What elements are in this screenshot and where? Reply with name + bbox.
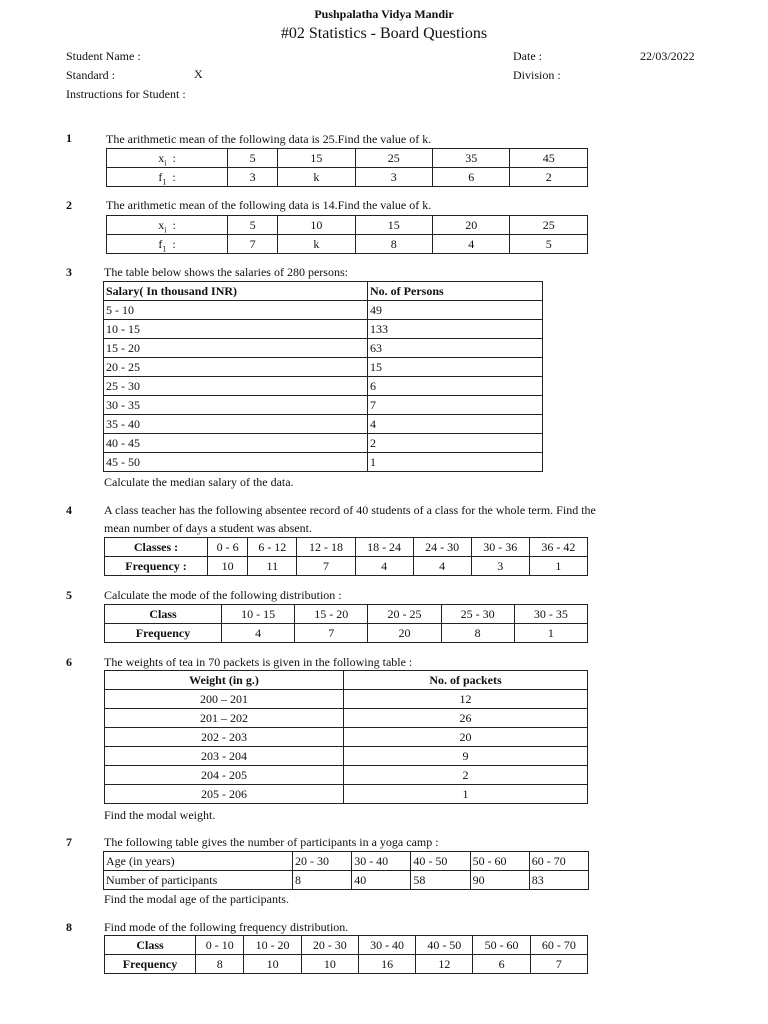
row-label: Frequency xyxy=(105,624,222,643)
table-cell: 60 - 70 xyxy=(529,852,588,871)
table-cell: 8 xyxy=(293,871,352,890)
table-cell: 25 - 30 xyxy=(441,605,514,624)
table-cell: 12 - 18 xyxy=(297,538,355,557)
table-cell: 11 xyxy=(248,557,297,576)
question-number: 5 xyxy=(66,588,72,602)
q2-table xyxy=(106,215,588,254)
table-cell: 202 - 203 xyxy=(105,728,344,747)
question-text: The table below shows the salaries of 280 persons: xyxy=(104,265,348,279)
table-cell: 20 xyxy=(433,216,510,235)
table-cell: 5 xyxy=(510,235,588,254)
table-cell: 5 - 10 xyxy=(104,301,368,320)
table-cell: 20 - 30 xyxy=(293,852,352,871)
table-cell: 0 - 10 xyxy=(196,936,244,955)
row-label: Frequency xyxy=(105,955,196,974)
question-number: 6 xyxy=(66,655,72,669)
table-cell: 40 - 50 xyxy=(411,852,470,871)
question-text: A class teacher has the following absentee record of 40 students of a class for the whole term. Find the xyxy=(104,503,596,517)
table-cell: 10 - 15 xyxy=(222,605,295,624)
q8-table xyxy=(104,935,588,974)
question-followup: Find the modal weight. xyxy=(104,808,216,822)
question-followup: Calculate the median salary of the data. xyxy=(104,475,294,489)
table-cell: 15 xyxy=(355,216,432,235)
fi-label-cell: $f_1$ : xyxy=(107,235,228,254)
table-cell: 205 - 206 xyxy=(105,785,344,804)
question-text: The arithmetic mean of the following data is 25.Find the value of k. xyxy=(106,132,432,146)
table-cell: 8 xyxy=(196,955,244,974)
table-cell: 200 – 201 xyxy=(105,690,344,709)
table-cell: 6 xyxy=(368,377,543,396)
table-cell: 50 - 60 xyxy=(473,936,530,955)
page-title: #02 Statistics - Board Questions xyxy=(280,25,488,42)
question-text: The weights of tea in 70 packets is given in the following table : xyxy=(104,655,413,669)
table-cell: 6 xyxy=(473,955,530,974)
table-cell: 26 xyxy=(344,709,588,728)
table-cell: 8 xyxy=(355,235,432,254)
table-cell: 83 xyxy=(529,871,588,890)
table-cell: 2 xyxy=(368,434,543,453)
table-cell: 2 xyxy=(510,168,588,187)
table-cell: 16 xyxy=(358,955,415,974)
table-cell: 40 - 50 xyxy=(416,936,473,955)
table-cell: 25 xyxy=(510,216,588,235)
table-cell: 20 xyxy=(344,728,588,747)
question-text: Calculate the mode of the following distribution : xyxy=(104,588,342,602)
q4-table xyxy=(104,537,588,576)
question-number: 2 xyxy=(66,198,72,212)
table-cell: 12 xyxy=(416,955,473,974)
table-cell: 45 - 50 xyxy=(104,453,368,472)
table-cell: 30 - 35 xyxy=(514,605,587,624)
column-header: Salary( In thousand INR) xyxy=(104,282,368,301)
column-header: Weight (in g.) xyxy=(105,671,344,690)
table-cell: 4 xyxy=(368,415,543,434)
table-cell: 203 - 204 xyxy=(105,747,344,766)
table-cell: 3 xyxy=(471,557,529,576)
question-text: Find mode of the following frequency distribution. xyxy=(104,920,349,934)
table-cell: 30 - 35 xyxy=(104,396,368,415)
table-cell: 30 - 40 xyxy=(358,936,415,955)
table-cell: 20 - 25 xyxy=(368,605,441,624)
table-cell: 0 - 6 xyxy=(208,538,248,557)
column-header: No. of Persons xyxy=(368,282,543,301)
table-cell: 4 xyxy=(413,557,471,576)
question-followup: Find the modal age of the participants. xyxy=(104,892,289,906)
table-cell: 1 xyxy=(514,624,587,643)
xi-label-cell: $x_i$ : xyxy=(107,216,228,235)
question-number: 8 xyxy=(66,920,72,934)
table-cell: 10 - 20 xyxy=(244,936,301,955)
school-name: Pushpalatha Vidya Mandir xyxy=(314,7,454,21)
table-cell: k xyxy=(278,168,355,187)
table-cell: 1 xyxy=(529,557,587,576)
table-cell: 8 xyxy=(441,624,514,643)
table-cell: 30 - 36 xyxy=(471,538,529,557)
table-cell: 36 - 42 xyxy=(529,538,587,557)
xi-label-cell: $x_i$ : xyxy=(107,149,228,168)
table-cell: 7 xyxy=(368,396,543,415)
row-label: Class xyxy=(105,605,222,624)
q3-table xyxy=(103,281,543,472)
table-cell: 7 xyxy=(295,624,368,643)
table-cell: 5 xyxy=(228,216,278,235)
row-label: Frequency : xyxy=(105,557,208,576)
table-cell: 35 - 40 xyxy=(104,415,368,434)
table-cell: 15 - 20 xyxy=(104,339,368,358)
table-cell: 58 xyxy=(411,871,470,890)
table-cell: 20 - 25 xyxy=(104,358,368,377)
table-cell: 201 – 202 xyxy=(105,709,344,728)
table-cell: 133 xyxy=(368,320,543,339)
standard-value: X xyxy=(194,67,203,81)
table-cell: 7 xyxy=(297,557,355,576)
question-number: 7 xyxy=(66,835,72,849)
table-cell: 49 xyxy=(368,301,543,320)
table-cell: 7 xyxy=(530,955,587,974)
table-cell: 30 - 40 xyxy=(352,852,411,871)
table-cell: 10 xyxy=(208,557,248,576)
table-cell: 4 xyxy=(222,624,295,643)
column-header: No. of packets xyxy=(344,671,588,690)
question-text: The following table gives the number of participants in a yoga camp : xyxy=(104,835,439,849)
question-number: 4 xyxy=(66,503,72,517)
table-cell: 2 xyxy=(344,766,588,785)
standard-label: Standard : xyxy=(66,68,115,82)
row-label: Classes : xyxy=(105,538,208,557)
table-cell: k xyxy=(278,235,355,254)
table-cell: 50 - 60 xyxy=(470,852,529,871)
q1-table xyxy=(106,148,588,187)
table-cell: 10 xyxy=(244,955,301,974)
table-cell: 6 xyxy=(433,168,510,187)
table-cell: 15 - 20 xyxy=(295,605,368,624)
division-label: Division : xyxy=(513,68,561,82)
table-cell: 15 xyxy=(368,358,543,377)
table-cell: 20 - 30 xyxy=(301,936,358,955)
table-cell: 1 xyxy=(368,453,543,472)
table-cell: 40 - 45 xyxy=(104,434,368,453)
table-cell: 10 - 15 xyxy=(104,320,368,339)
table-cell: 63 xyxy=(368,339,543,358)
table-cell: 4 xyxy=(355,557,413,576)
table-cell: 20 xyxy=(368,624,441,643)
table-cell: 12 xyxy=(344,690,588,709)
table-cell: 204 - 205 xyxy=(105,766,344,785)
table-cell: 60 - 70 xyxy=(530,936,587,955)
table-cell: 10 xyxy=(301,955,358,974)
table-cell: 25 xyxy=(355,149,432,168)
table-cell: 4 xyxy=(433,235,510,254)
date-label: Date : xyxy=(513,49,542,63)
table-cell: 3 xyxy=(228,168,278,187)
table-cell: 7 xyxy=(228,235,278,254)
table-cell: 9 xyxy=(344,747,588,766)
table-cell: 10 xyxy=(278,216,355,235)
table-cell: 1 xyxy=(344,785,588,804)
question-text: The arithmetic mean of the following data is 14.Find the value of k. xyxy=(106,198,432,212)
table-cell: 15 xyxy=(278,149,355,168)
table-cell: 5 xyxy=(228,149,278,168)
table-cell: 90 xyxy=(470,871,529,890)
row-label: Age (in years) xyxy=(104,852,293,871)
q5-table xyxy=(104,604,588,643)
row-label: Number of participants xyxy=(104,871,293,890)
student-name-label: Student Name : xyxy=(66,49,141,63)
question-number: 3 xyxy=(66,265,72,279)
q7-table xyxy=(103,851,589,890)
table-cell: 18 - 24 xyxy=(355,538,413,557)
question-number: 1 xyxy=(66,131,72,145)
date-value: 22/03/2022 xyxy=(640,49,695,63)
table-cell: 24 - 30 xyxy=(413,538,471,557)
table-cell: 40 xyxy=(352,871,411,890)
instructions-label: Instructions for Student : xyxy=(66,87,186,101)
table-cell: 6 - 12 xyxy=(248,538,297,557)
table-cell: 25 - 30 xyxy=(104,377,368,396)
table-cell: 3 xyxy=(355,168,432,187)
row-label: Class xyxy=(105,936,196,955)
q6-table xyxy=(104,670,588,804)
question-text: mean number of days a student was absent. xyxy=(104,521,312,535)
table-cell: 45 xyxy=(510,149,588,168)
fi-label-cell: $f_1$ : xyxy=(107,168,228,187)
table-cell: 35 xyxy=(433,149,510,168)
